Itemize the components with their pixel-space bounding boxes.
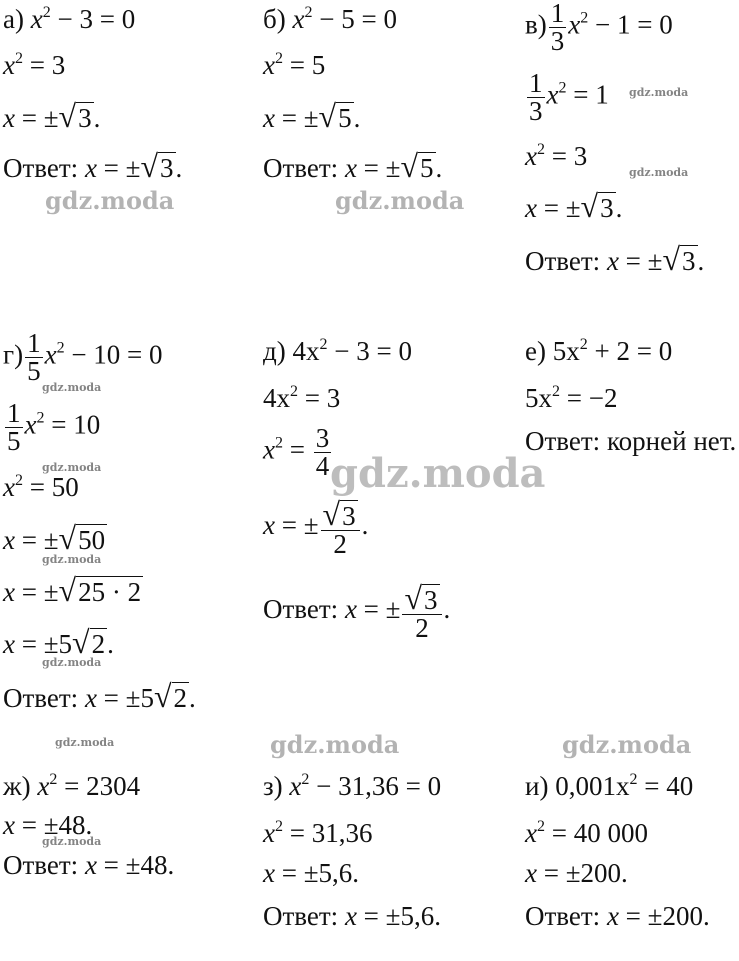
problem-b-step-2: x = ±√5. bbox=[263, 98, 361, 134]
problem-i-answer: Ответ: x = ±200. bbox=[525, 901, 710, 931]
problem-v-step-1: $\frac{1}{3}$ $x^2 = 1$ bbox=[529, 68, 609, 126]
problem-d-step-1: $4x^2 = 3$ bbox=[263, 383, 341, 413]
problem-a-step-2: x = ±√3. bbox=[3, 98, 101, 134]
problem-a-step-1: $x^2 = 3$ bbox=[3, 50, 66, 80]
watermark-logo: gdz.moda bbox=[42, 461, 102, 474]
problem-b-step-1: $x^2 = 5$ bbox=[263, 50, 326, 80]
problem-g-step-5: x = ±5√2. bbox=[3, 624, 114, 660]
watermark-logo: gdz.moda bbox=[42, 381, 102, 394]
problem-zh-step-1: x = ±48. bbox=[3, 810, 93, 840]
watermark-logo: gdz.moda bbox=[42, 656, 102, 669]
problem-b-equation: б) $x^2 - 5 = 0$ bbox=[263, 4, 397, 34]
watermark-logo: gdz.moda bbox=[55, 736, 115, 749]
problem-e-equation: е) $5x^2 + 2 = 0$ bbox=[525, 336, 673, 366]
problem-v-step-2: $x^2 = 3$ bbox=[525, 141, 588, 171]
problem-d-step-2: $x^2$ = $\frac{3}{4}$ bbox=[263, 423, 330, 481]
problem-e-answer: Ответ: корней нет. bbox=[525, 426, 737, 456]
watermark-logo: gdz.moda bbox=[42, 835, 102, 848]
watermark-logo: gdz.moda bbox=[330, 450, 546, 497]
problem-e-step-1: $5x^2 = -2$ bbox=[525, 383, 618, 413]
problem-b-answer: Ответ: x = ±√5. bbox=[263, 148, 443, 184]
problem-z-answer: Ответ: x = ±5,6. bbox=[263, 901, 441, 931]
problem-d-answer: Ответ: x = ± $\frac{√3}{2}$ . bbox=[263, 580, 451, 643]
problem-zh-equation: ж) $x^2 = 2304$ bbox=[3, 771, 141, 801]
problem-g-step-3: x = ±√50 bbox=[3, 520, 106, 556]
problem-i-step-1: $x^2 = 40$ 000 bbox=[525, 818, 648, 848]
problem-i-step-2: x = ±200. bbox=[525, 858, 628, 888]
problem-d-step-3: x = ± $\frac{√3}{2}$ . bbox=[263, 496, 369, 559]
problem-zh-answer: Ответ: x = ±48. bbox=[3, 850, 175, 880]
problem-v-answer: Ответ: x = ±√3. bbox=[525, 241, 705, 277]
watermark-logo: gdz.moda bbox=[42, 553, 102, 566]
problem-g-step-1: $\frac{1}{5}$ $x^2 = 10$ bbox=[7, 398, 101, 456]
problem-z-step-1: $x^2 = 31,36$ bbox=[263, 818, 373, 848]
watermark-logo: gdz.moda bbox=[629, 86, 689, 99]
problem-a-equation: а) $x^2 - 3 = 0$ bbox=[3, 4, 136, 34]
problem-g-equation: г) $\frac{1}{5}$ $x^2 - 10 = 0$ bbox=[3, 328, 163, 386]
problem-v-equation: в) $\frac{1}{3}$ $x^2 - 1 = 0$ bbox=[525, 0, 673, 56]
problem-g-answer: Ответ: x = ±5√2. bbox=[3, 678, 196, 714]
problem-z-equation: з) $x^2 - 31,36 = 0$ bbox=[263, 771, 442, 801]
watermark-logo: gdz.moda bbox=[335, 186, 465, 215]
problem-z-step-2: x = ±5,6. bbox=[263, 858, 360, 888]
problem-g-step-4: x = ±√25 · 2 bbox=[3, 572, 142, 608]
watermark-logo: gdz.moda bbox=[629, 166, 689, 179]
watermark-logo: gdz.moda bbox=[45, 186, 175, 215]
problem-d-equation: д) $4x^2 - 3 = 0$ bbox=[263, 336, 412, 366]
problem-i-equation: и) $0,001x^2 = 40$ bbox=[525, 771, 694, 801]
watermark-logo: gdz.moda bbox=[562, 730, 692, 759]
problem-a-answer: Ответ: x = ±√3. bbox=[3, 148, 183, 184]
problem-g-step-2: $x^2 = 50$ bbox=[3, 472, 79, 502]
problem-v-step-3: x = ±√3. bbox=[525, 188, 623, 224]
watermark-logo: gdz.moda bbox=[270, 730, 400, 759]
